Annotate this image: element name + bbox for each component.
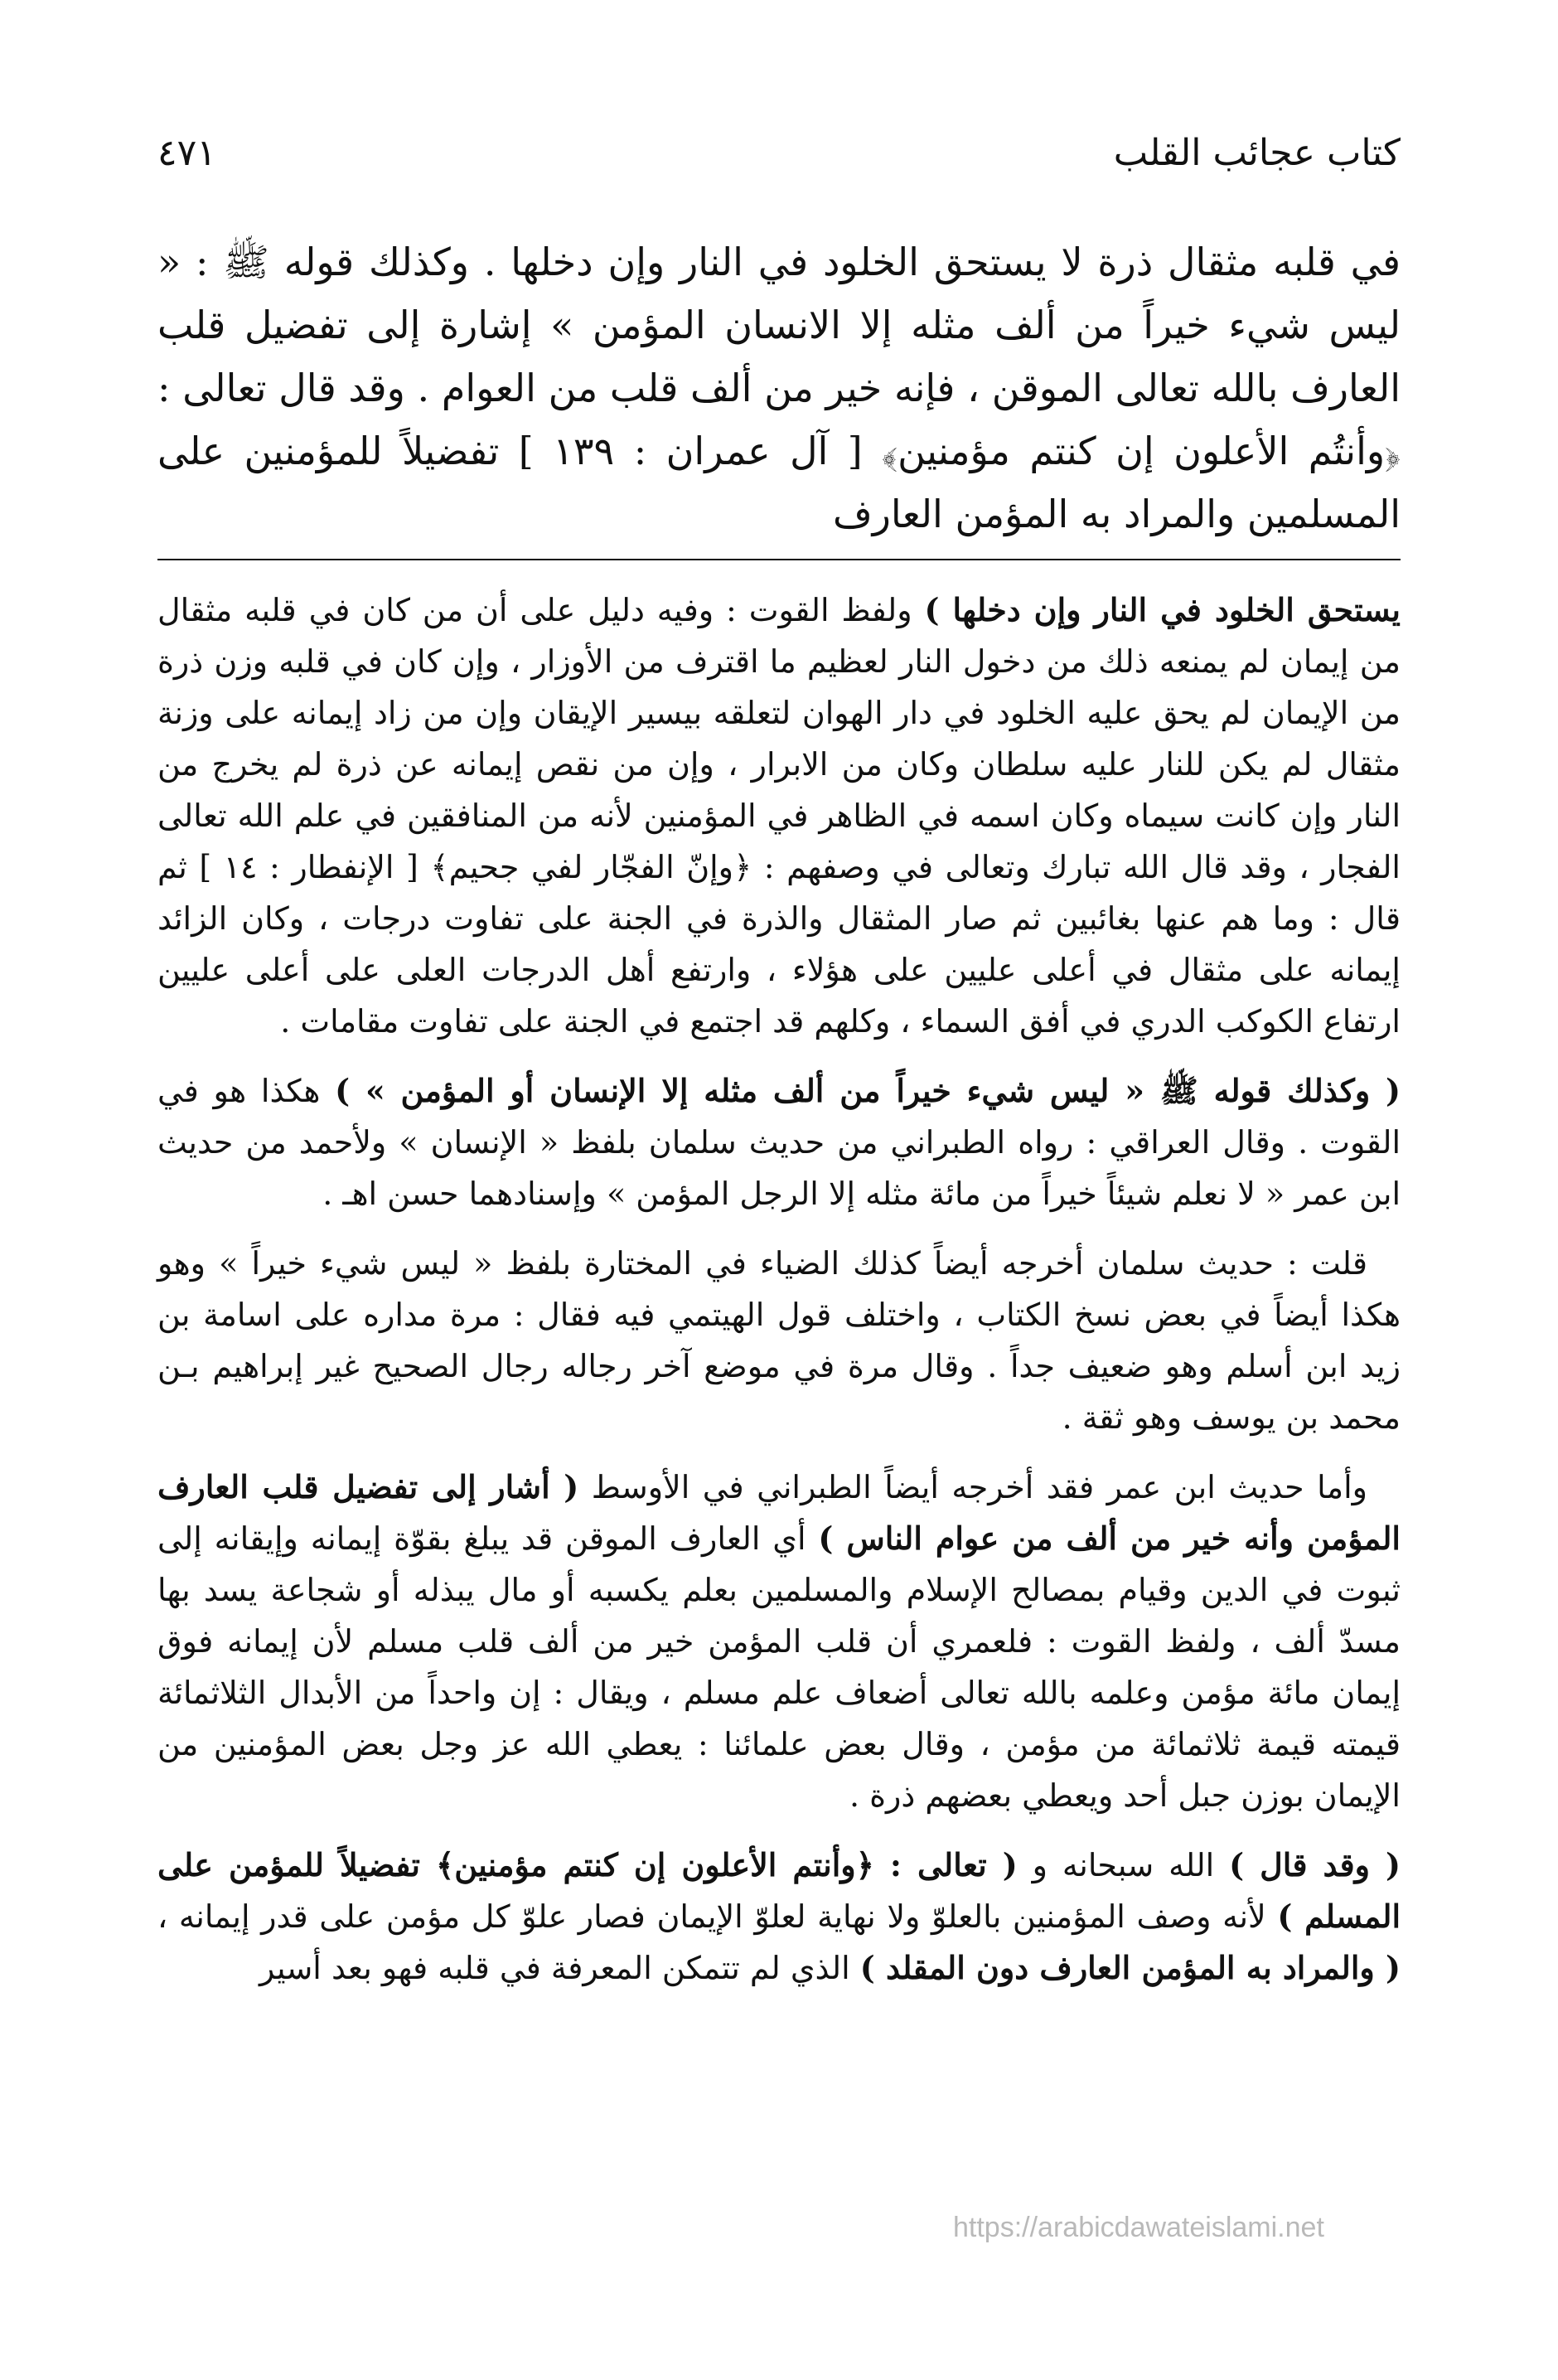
footnote-divider — [157, 559, 1401, 560]
page-number: ٤٧١ — [157, 132, 216, 174]
commentary-text: هكذا هو في القوت . وقال العراقي : رواه الطبراني من حديث سلمان بلفظ « الإنسان » ولأحمد من حديث ابن عمر « لا نعلم شيئاً خيراً من مائة مثله إلا الرجل المؤمن » وإسنادهما حسن اهـ . — [157, 1073, 1401, 1212]
commentary-paragraph-2 — [157, 1065, 1401, 1219]
page-header — [157, 124, 1401, 182]
commentary-heading: ( وقد قال ) — [1229, 1846, 1401, 1883]
main-paragraph: في قلبه مثقال ذرة لا يستحق الخلود في النار وإن دخلها . وكذلك قوله ﷺ : « ليس شيء خيراً من ألف مثله إلا الانسان المؤمن » إشارة إلى تفضيل قلب العارف بالله تعالى الموقن ، فإنه خير من ألف قلب من العوام . وقد قال تعالى : ﴿وأنتُم الأعلون إن كنتم مؤمنين﴾ [ آل عمران : ١٣٩ ] تفضيلاً للمؤمنين على المسلمين والمراد به المؤمن العارف — [157, 240, 1401, 536]
commentary-paragraph-5 — [157, 1840, 1401, 1994]
commentary-text-2: لأنه وصف المؤمنين بالعلوّ ولا نهاية لعلوّ الإيمان فصار علوّ كل مؤمن على قدر إيمانه ، — [157, 1898, 1278, 1935]
commentary-paragraph-4 — [157, 1461, 1401, 1821]
commentary-heading: ( أشار إلى تفضيل قلب العارف المؤمن وأنه خير من ألف من عوام الناس ) — [157, 1468, 1401, 1557]
commentary-text: الله سبحانه و — [1017, 1847, 1230, 1883]
commentary-text: أي العارف الموقن قد يبلغ بقوّة إيمانه وإيقانه إلى ثبوت في الدين وقيام بمصالح الإسلام والمسلمين بعلم يكسبه أو مال يبذله أو شجاعة يسد بها مسدّ ألف ، ولفظ القوت : فلعمري أن قلب المؤمن خير من ألف قلب مسلم لأن إيمانه فوق إيمان مائة مؤمن وعلمه بالله تعالى أضعاف علم مسلم ، ويقال : إن واحداً من الأبدال الثلاثمائة قيمته قيمة ثلاثمائة من مؤمن ، وقال بعض علمائنا : يعطي الله عز وجل بعض المؤمنين من الإيمان بوزن جبل أحد ويعطي بعضهم ذرة . — [157, 1520, 1401, 1814]
commentary-paragraph-1 — [157, 584, 1401, 1047]
commentary-heading-3: ( والمراد به المؤمن العارف دون المقلد ) — [859, 1949, 1401, 1986]
commentary-heading: يستحق الخلود في النار وإن دخلها ) — [924, 591, 1401, 628]
commentary-heading: ( وكذلك قوله ﷺ « ليس شيء خيراً من ألف مثله إلا الإنسان أو المؤمن » ) — [335, 1072, 1401, 1109]
commentary — [157, 584, 1401, 2012]
commentary-heading-2: ( تعالى : ﴿وأنتم الأعلون إن كنتم مؤمنين﴾ تفضيلاً للمؤمن على المسلم ) — [157, 1846, 1401, 1935]
commentary-text-3: الذي لم تتمكن المعرفة في قلبه فهو بعد أسير — [259, 1950, 860, 1986]
website-watermark: https://arabicdawateislami.net — [953, 2212, 1324, 2243]
commentary-text-lead: وأما حديث ابن عمر فقد أخرجه أيضاً الطبراني في الأوسط — [578, 1469, 1367, 1505]
commentary-paragraph-3 — [157, 1238, 1401, 1443]
commentary-text: ولفظ القوت : وفيه دليل على أن من كان في قلبه مثقال من إيمان لم يمنعه ذلك من دخول النار لعظيم ما اقترف من الأوزار ، وإن كان في قلبه وزن ذرة من الإيمان لم يحق عليه الخلود في دار الهوان لتعلقه بيسير الإيقان وإن من زاد إيمانه على وزنة مثقال لم يكن للنار عليه سلطان وكان من الابرار ، وإن من نقص إيمانه عن ذرة لم يخرج من النار وإن كانت سيماه وكان اسمه في الظاهر في المؤمنين لأنه من المنافقين في علم الله تعالى الفجار ، وقد قال الله تبارك وتعالى في وصفهم : ﴿وإنّ الفجّار لفي جحيم﴾ [ الإنفطار : ١٤ ] ثم قال : وما هم عنها بغائبين ثم صار المثقال والذرة في الجنة على تفاوت درجات ، وكان الزائد إيمانه على مثقال في أعلى عليين على هؤلاء ، وارتفع أهل الدرجات العلى على أعلى عليين ارتفاع الكوكب الدري في أفق السماء ، وكلهم قد اجتمع في الجنة على تفاوت مقامات . — [157, 592, 1401, 1040]
commentary-text: قلت : حديث سلمان أخرجه أيضاً كذلك الضياء في المختارة بلفظ « ليس شيء خيراً » وهو هكذا أيضاً في بعض نسخ الكتاب ، واختلف قول الهيتمي فيه فقال : مرة مداره على اسامة بن زيد ابن أسلم وهو ضعيف جداً . وقال مرة في موضع آخر رجاله رجال الصحيح غير إبراهيم بـن محمد بن يوسف وهو ثقة . — [157, 1245, 1401, 1436]
running-title: كتاب عجائب القلب — [1113, 132, 1401, 174]
main-text — [157, 230, 1401, 545]
